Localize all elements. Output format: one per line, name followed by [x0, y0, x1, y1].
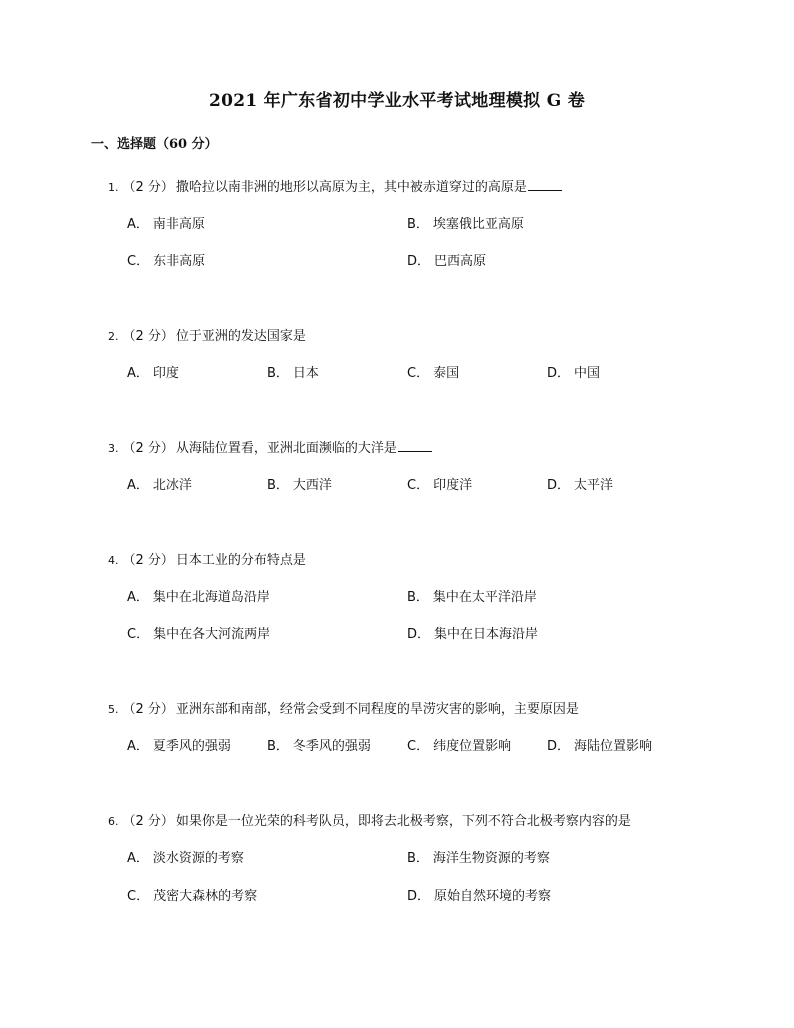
option-letter: D． [547, 739, 571, 754]
option-text: 集中在日本海沿岸 [434, 627, 539, 642]
question-score: （2 分） [122, 329, 174, 344]
option-letter: A． [127, 366, 149, 381]
option-b[interactable] [407, 213, 524, 232]
option-text: 淡水资源的考察 [152, 851, 244, 866]
option-text: 纬度位置影响 [433, 739, 512, 754]
question-text: 位于亚洲的发达国家是 [175, 329, 306, 344]
option-letter: D． [407, 627, 431, 642]
option-letter: A． [127, 217, 149, 232]
option-c[interactable] [407, 474, 472, 493]
option-a[interactable] [127, 213, 205, 232]
option-text: 印度 [152, 366, 179, 381]
question-score: （2 分） [122, 702, 174, 717]
option-letter: B． [407, 851, 429, 866]
option-d[interactable] [547, 362, 600, 381]
option-c[interactable] [407, 362, 459, 381]
section-heading: 一、选择题（60 分） [91, 137, 218, 152]
option-text: 茂密大森林的考察 [153, 889, 258, 904]
option-letter: D． [547, 478, 571, 493]
answer-blank [528, 178, 562, 191]
question-number: 3. [108, 442, 119, 455]
option-c[interactable] [127, 250, 205, 269]
option-letter: A． [127, 739, 149, 754]
option-letter: A． [127, 590, 149, 605]
question-text: 从海陆位置看，亚洲北面濒临的大洋是 [175, 441, 397, 456]
option-letter: C． [127, 889, 150, 904]
option-d[interactable] [407, 250, 486, 269]
option-text: 集中在太平洋沿岸 [432, 590, 537, 605]
question-stem [108, 437, 432, 456]
question-stem [108, 176, 562, 195]
option-letter: B． [267, 478, 289, 493]
option-text: 南非高原 [152, 217, 205, 232]
option-a[interactable] [127, 586, 270, 605]
option-d[interactable] [407, 885, 551, 904]
option-text: 大西洋 [292, 478, 332, 493]
option-letter: C． [407, 739, 430, 754]
option-letter: A． [127, 851, 149, 866]
question-number: 5. [108, 703, 119, 716]
option-b[interactable] [267, 735, 371, 754]
option-text: 夏季风的强弱 [152, 739, 231, 754]
option-text: 东非高原 [153, 254, 206, 269]
option-text: 原始自然环境的考察 [434, 889, 552, 904]
option-b[interactable] [267, 362, 319, 381]
option-d[interactable] [547, 735, 652, 754]
option-b[interactable] [267, 474, 332, 493]
question-number: 2. [108, 330, 119, 343]
option-text: 印度洋 [433, 478, 473, 493]
question-number: 6. [108, 815, 119, 828]
option-d[interactable] [547, 474, 613, 493]
option-text: 日本 [292, 366, 319, 381]
question-stem [108, 325, 306, 344]
option-text: 冬季风的强弱 [292, 739, 371, 754]
option-c[interactable] [127, 623, 270, 642]
question-score: （2 分） [122, 814, 174, 829]
option-letter: D． [407, 254, 431, 269]
option-c[interactable] [127, 885, 257, 904]
question-text: 日本工业的分布特点是 [175, 553, 306, 568]
question-score: （2 分） [122, 441, 174, 456]
option-text: 集中在北海道岛沿岸 [152, 590, 270, 605]
page-title: 2021 年广东省初中学业水平考试地理模拟 G 卷 [208, 91, 586, 111]
question-stem [108, 698, 579, 717]
option-text: 巴西高原 [434, 254, 487, 269]
answer-blank [398, 439, 432, 452]
option-text: 海陆位置影响 [574, 739, 653, 754]
option-letter: B． [407, 217, 429, 232]
option-text: 海洋生物资源的考察 [432, 851, 550, 866]
option-text: 泰国 [433, 366, 460, 381]
option-letter: A． [127, 478, 149, 493]
option-text: 埃塞俄比亚高原 [432, 217, 524, 232]
option-b[interactable] [407, 847, 550, 866]
option-d[interactable] [407, 623, 538, 642]
option-text: 中国 [574, 366, 601, 381]
question-number: 1. [108, 181, 119, 194]
option-letter: B． [267, 366, 289, 381]
option-letter: C． [407, 478, 430, 493]
question-text: 亚洲东部和南部，经常会受到不同程度的旱涝灾害的影响，主要原因是 [175, 702, 579, 717]
question-stem [108, 549, 306, 568]
option-letter: C． [127, 254, 150, 269]
option-c[interactable] [407, 735, 511, 754]
option-text: 集中在各大河流两岸 [153, 627, 271, 642]
question-text: 撒哈拉以南非洲的地形以高原为主，其中被赤道穿过的高原是 [175, 180, 527, 195]
option-a[interactable] [127, 474, 192, 493]
option-b[interactable] [407, 586, 537, 605]
option-a[interactable] [127, 735, 231, 754]
option-a[interactable] [127, 362, 179, 381]
option-letter: B． [407, 590, 429, 605]
option-letter: D． [547, 366, 571, 381]
option-letter: D． [407, 889, 431, 904]
question-number: 4. [108, 554, 119, 567]
question-score: （2 分） [122, 180, 174, 195]
option-letter: C． [127, 627, 150, 642]
option-a[interactable] [127, 847, 244, 866]
question-text: 如果你是一位光荣的科考队员，即将去北极考察，下列不符合北极考察内容的是 [175, 814, 631, 829]
option-text: 北冰洋 [152, 478, 192, 493]
option-letter: B． [267, 739, 289, 754]
question-score: （2 分） [122, 553, 174, 568]
option-letter: C． [407, 366, 430, 381]
question-stem [108, 810, 631, 829]
option-text: 太平洋 [574, 478, 614, 493]
